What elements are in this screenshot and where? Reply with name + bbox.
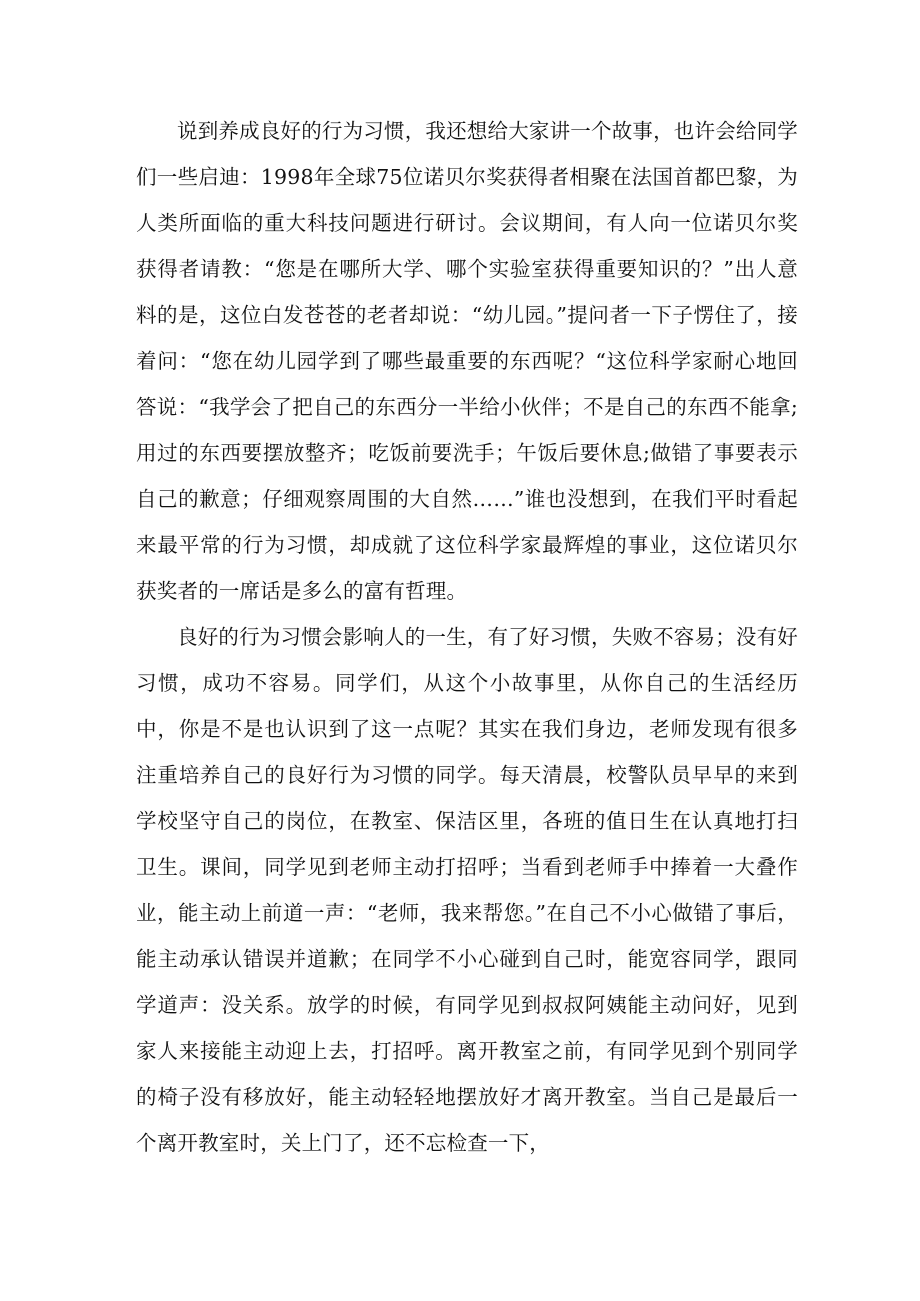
paragraph-habits: 良好的行为习惯会影响人的一生，有了好习惯，失败不容易；没有好习惯，成功不容易。同学们，从这个小故事里，从你自己的生活经历中，你是不是也认识到了这一点呢？其实在我们身边，老师发现有很多注重培养自己的良好行为习惯的同学。每天清晨，校警队员早早的来到学校坚守自己的岗位，在教室、保洁区里，各班的值日生在认真地打扫卫生。课间，同学见到老师主动打招呼；当看到老师手中捧着一大叠作业，能主动上前道一声：“老师，我来帮您。”在自己不小心做错了事后，能主动承认错误并道歉；在同学不小心碰到自己时，能宽容同学，跟同学道声：没关系。放学的时候，有同学见到叔叔阿姨能主动问好，见到家人来接能主动迎上去，打招呼。离开教室之前，有同学见到个别同学的椅子没有移放好，能主动轻轻地摆放好才离开教室。当自己是最后一个离开教室时，关上门了，还不忘检查一下， — [136, 625, 798, 1155]
paragraph-story: 说到养成良好的行为习惯，我还想给大家讲一个故事，也许会给同学们一些启迪：1998年全球75位诺贝尔奖获得者相聚在法国首都巴黎，为人类所面临的重大科技问题进行研讨。会议期间，有人向一位诺贝尔奖获得者请教：“您是在哪所大学、哪个实验室获得重要知识的？”出人意料的是，这位白发苍苍的老者却说：“幼儿园。”提问者一下子愣住了，接着问：“您在幼儿园学到了哪些最重要的东西呢？“这位科学家耐心地回答说：“我学会了把自己的东西分一半给小伙伴；不是自己的东西不能拿;用过的东西要摆放整齐；吃饭前要洗手；午饭后要休息;做错了事要表示自己的歉意；仔细观察周围的大自然……”谁也没想到，在我们平时看起来最平常的行为习惯，却成就了这位科学家最辉煌的事业，这位诺贝尔获奖者的一席话是多么的富有哲理。 — [136, 119, 798, 603]
document-body — [136, 108, 798, 1166]
